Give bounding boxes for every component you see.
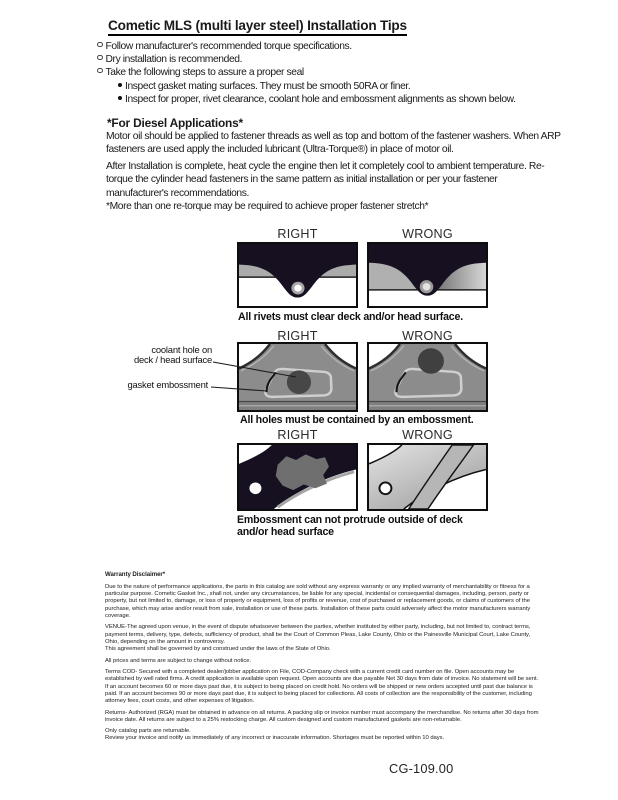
- fig2-caption: All holes must be contained by an embossment.: [240, 414, 474, 426]
- tip-text: Dry installation is recommended.: [105, 54, 243, 66]
- coolant-hole-annotation: [110, 345, 212, 365]
- fig3-wrong-label: WRONG: [402, 428, 453, 442]
- sub-tip-text: Inspect for proper, rivet clearance, coolant hole and embossment alignments as shown below.: [125, 93, 516, 105]
- diesel-heading: *For Diesel Applications*: [107, 116, 243, 130]
- fig3-wrong-diagram: [367, 443, 488, 511]
- sub-tip-item: [118, 93, 569, 106]
- embossment-region: [276, 454, 329, 490]
- disclaimer-paragraph: Only catalog parts are returnable.: [105, 728, 191, 735]
- fig1-right-diagram: [237, 242, 358, 308]
- bolt-hole-graphic: [379, 482, 391, 494]
- fig2-wrong-diagram: [367, 342, 488, 412]
- open-circle-bullet-icon: [97, 42, 103, 48]
- disclaimer-paragraph: Terms COD- Secured with a completed dealer/jobber application on File, COD-Company check with a current credit card number on file. Open accounts may be established by well rated firms. A credit application is available upon request. Open accounts are due payable Net 30 days from date of invoice. No statement will be sent. If an account becomes 60 or more days past due, it is subject to being placed on credit hold. No orders will be shipped or new orders accepted until past due balance is paid. If an account becomes 90 or more days past due, it is subject to being placed for collections. All costs of collection are the responsibility of the customer, including attorney fees, court costs, and other expenses of litigation.: [105, 669, 539, 704]
- coolant-hole-graphic: [418, 348, 444, 373]
- fig2-wrong-label: WRONG: [402, 329, 453, 343]
- sub-tip-item: [118, 80, 569, 93]
- gasket-embossment-annotation: gasket embossment: [127, 379, 208, 390]
- disclaimer-paragraph: Review your invoice and notify us immediately of any incorrect or inaccurate information. Shortages must be reported within 10 days.: [105, 735, 445, 742]
- fig2-right-label: RIGHT: [277, 329, 318, 343]
- fig3-right-diagram: [237, 443, 358, 511]
- disclaimer-paragraph: All prices and terms are subject to change without notice.: [105, 657, 252, 664]
- dot-bullet-icon: [118, 83, 122, 87]
- disclaimer-heading: Warranty Disclaimer*: [105, 571, 166, 578]
- fig3-caption: Embossment can not protrude outside of deck and/or head surface: [237, 514, 463, 539]
- page-code: CG-109.00: [389, 761, 454, 776]
- fig1-wrong-label: WRONG: [402, 227, 453, 241]
- page-title: Cometic MLS (multi layer steel) Installation Tips: [108, 18, 407, 36]
- open-circle-bullet-icon: [97, 55, 103, 61]
- diesel-paragraph-2: After Installation is complete, heat cycle the engine then let it completely cool to ambient temperature. Re-torque the cylinder head fasteners in the same pattern as initial installation or per your fastener manufacturer's recommendations.: [106, 161, 545, 199]
- fig2-right-diagram: [237, 342, 358, 412]
- disclaimer-paragraph: Due to the nature of performance applications, the parts in this catalog are sold without any express warranty or any implied warranty of merchantability or fitness for a particular purpose. Cometic Gasket Inc., shall not, under any circumstances, be liable for any special, incidental or consequential damages, including, person, party or property, but not limited to, damage, or loss of property or equipment, loss of profits or revenue, cost of purchased or replacement goods, or claims of customers of the purchase, which may arise and/or result from sale, installation or use of these parts. Installation of these parts could adversely affect the motor manufacturers warranty coverage.: [105, 584, 531, 619]
- bolt-hole-graphic: [249, 482, 261, 494]
- fig1-caption: All rivets must clear deck and/or head surface.: [238, 311, 463, 323]
- open-circle-bullet-icon: [97, 68, 103, 74]
- tip-text: Follow manufacturer's recommended torque specifications.: [105, 41, 352, 52]
- tips-list: [97, 40, 569, 106]
- coolant-hole-graphic: [287, 370, 311, 394]
- fig1-wrong-diagram: [367, 242, 488, 308]
- tip-item: [97, 53, 569, 66]
- tip-item: [97, 66, 569, 79]
- sub-tip-text: Inspect gasket mating surfaces. They must be smooth 50RA or finer.: [125, 80, 411, 92]
- fig1-right-label: RIGHT: [277, 227, 318, 241]
- warranty-disclaimer: [105, 571, 541, 747]
- fig3-right-label: RIGHT: [277, 428, 318, 442]
- dot-bullet-icon: [118, 96, 122, 100]
- annotation-line: deck / head surface: [133, 354, 212, 365]
- disclaimer-paragraph: Returns- Authorized (RGA) must be obtained in advance on all returns. A packing slip or invoice number must accompany the merchandise. No returns after 30 days from invoice date. All returns are subject to a 25% restocking charge. All custom designed and custom manufactured gaskets are non-returnable.: [105, 709, 539, 723]
- disclaimer-paragraph: This agreement shall be governed by and construed under the laws of the State of Ohio.: [105, 645, 331, 652]
- rivet-graphic: [291, 282, 304, 295]
- retorque-note: *More than one re-torque may be required to achieve proper fastener stretch*: [106, 201, 429, 212]
- diesel-paragraph-1: Motor oil should be applied to fastener threads as well as top and bottom of the fastener washers. When ARP fasteners are used apply the included lubricant (Ultra-Torque®) in place of motor oil.: [106, 131, 561, 156]
- tip-item: [97, 40, 569, 53]
- rivet-graphic: [420, 280, 434, 293]
- annotation-line: coolant hole on: [151, 344, 212, 355]
- disclaimer-paragraph: VENUE-The agreed upon venue, in the event of dispute whatsoever between the parties, whether instituted by either party, including, but not limited to, contract terms, payment terms, delivery, type, defects, sufficiency of product, shall be the Court of Common Pleas, Lake County, Ohio or the Painesville Municipal Court, Lake County, Ohio, depending on the amount in controversy.: [105, 624, 531, 645]
- tip-text: Take the following steps to assure a proper seal: [105, 67, 304, 79]
